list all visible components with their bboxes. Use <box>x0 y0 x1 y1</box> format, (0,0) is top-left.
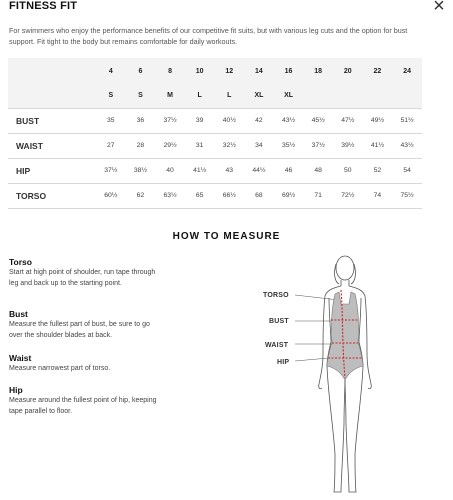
table-cell: 37½ <box>155 108 185 133</box>
size-header: 4 <box>96 58 126 84</box>
swimsuit <box>327 292 363 380</box>
size-header: 10 <box>185 58 215 84</box>
size-letter <box>303 84 333 108</box>
table-cell: 42 <box>244 108 274 133</box>
hip-label: HIP <box>277 359 290 366</box>
size-header: 24 <box>392 58 422 84</box>
size-table <box>8 58 422 209</box>
size-header: 20 <box>333 58 363 84</box>
measure-hip <box>9 384 159 417</box>
size-header: 12 <box>215 58 245 84</box>
table-cell: 31 <box>185 133 215 158</box>
table-cell: 68 <box>244 183 274 208</box>
measure-text: Measure the fullest part of bust, be sure to go over the shoulder blades at back. <box>9 321 150 339</box>
size-number-row <box>8 58 422 84</box>
table-cell: 40 <box>155 158 185 183</box>
table-row <box>8 108 422 133</box>
measure-bust <box>9 308 159 341</box>
table-cell: 69½ <box>274 183 304 208</box>
measure-text: Start at high point of shoulder, run tape through leg and back up to the starting point. <box>9 269 156 287</box>
row-label: WAIST <box>8 133 96 158</box>
how-to-measure-title: HOW TO MEASURE <box>172 231 281 242</box>
table-cell: 43½ <box>392 133 422 158</box>
table-cell: 45½ <box>303 108 333 133</box>
table-cell: 37½ <box>303 133 333 158</box>
size-letter: M <box>155 84 185 108</box>
table-cell: 28 <box>126 133 156 158</box>
table-cell: 34 <box>244 133 274 158</box>
table-cell: 27 <box>96 133 126 158</box>
page-title: FITNESS FIT <box>9 0 78 12</box>
size-letter: S <box>96 84 126 108</box>
size-letter: XL <box>244 84 274 108</box>
table-cell: 41½ <box>185 158 215 183</box>
table-cell: 65 <box>185 183 215 208</box>
table-cell: 47½ <box>333 108 363 133</box>
table-cell: 46 <box>274 158 304 183</box>
intro-text: For swimmers who enjoy the performance benefits of our competitive fit suits, but with various leg cuts and the option for bust support. Fit tight to the body but remains comfortable for daily workouts. <box>9 26 408 46</box>
table-cell: 48 <box>303 158 333 183</box>
table-cell: 60½ <box>96 183 126 208</box>
measure-waist <box>9 352 159 375</box>
table-cell: 41½ <box>363 133 393 158</box>
table-cell: 74 <box>363 183 393 208</box>
table-row <box>8 133 422 158</box>
size-letter: L <box>215 84 245 108</box>
table-cell: 35 <box>96 108 126 133</box>
row-label: TORSO <box>8 183 96 208</box>
size-header: 8 <box>155 58 185 84</box>
size-header: 14 <box>244 58 274 84</box>
table-cell: 66½ <box>215 183 245 208</box>
size-letter <box>392 84 422 108</box>
size-letter: L <box>185 84 215 108</box>
table-row <box>8 158 422 183</box>
size-letter <box>363 84 393 108</box>
table-cell: 39½ <box>333 133 363 158</box>
waist-label: WAIST <box>265 342 289 349</box>
size-letter <box>333 84 363 108</box>
corner-cell <box>8 84 96 108</box>
size-header: 22 <box>363 58 393 84</box>
measure-heading: Waist <box>9 353 32 363</box>
table-cell: 51½ <box>392 108 422 133</box>
torso-pointer <box>295 295 339 300</box>
body-measurement-figure-icon <box>255 254 415 500</box>
measure-heading: Hip <box>9 385 23 395</box>
table-cell: 32½ <box>215 133 245 158</box>
table-cell: 63½ <box>155 183 185 208</box>
torso-label: TORSO <box>263 292 289 299</box>
table-cell: 43 <box>215 158 245 183</box>
table-cell: 52 <box>363 158 393 183</box>
close-icon[interactable]: × <box>433 0 445 17</box>
measure-heading: Torso <box>9 257 32 267</box>
size-letter: S <box>126 84 156 108</box>
table-cell: 54 <box>392 158 422 183</box>
row-label: HIP <box>8 158 96 183</box>
measure-text: Measure narrowest part of torso. <box>9 365 111 372</box>
hip-pointer <box>295 358 329 361</box>
table-cell: 50 <box>333 158 363 183</box>
table-cell: 40½ <box>215 108 245 133</box>
table-row <box>8 183 422 208</box>
table-cell: 35½ <box>274 133 304 158</box>
table-cell: 62 <box>126 183 156 208</box>
table-cell: 36 <box>126 108 156 133</box>
table-cell: 29½ <box>155 133 185 158</box>
measure-text: Measure around the fullest point of hip, keeping tape parallel to floor. <box>9 397 157 415</box>
body-figure-svg <box>255 254 415 500</box>
size-header: 18 <box>303 58 333 84</box>
row-label: BUST <box>8 108 96 133</box>
measure-heading: Bust <box>9 309 28 319</box>
size-letter: XL <box>274 84 304 108</box>
size-letter-row <box>8 84 422 108</box>
table-cell: 38½ <box>126 158 156 183</box>
size-chart <box>8 58 422 209</box>
table-cell: 75½ <box>392 183 422 208</box>
bust-label: BUST <box>269 318 289 325</box>
size-header: 16 <box>274 58 304 84</box>
table-cell: 72½ <box>333 183 363 208</box>
measure-torso <box>9 256 159 289</box>
size-header: 6 <box>126 58 156 84</box>
table-cell: 39 <box>185 108 215 133</box>
table-cell: 49½ <box>363 108 393 133</box>
table-cell: 71 <box>303 183 333 208</box>
table-cell: 44½ <box>244 158 274 183</box>
table-cell: 37½ <box>96 158 126 183</box>
corner-cell <box>8 58 96 84</box>
table-cell: 43½ <box>274 108 304 133</box>
